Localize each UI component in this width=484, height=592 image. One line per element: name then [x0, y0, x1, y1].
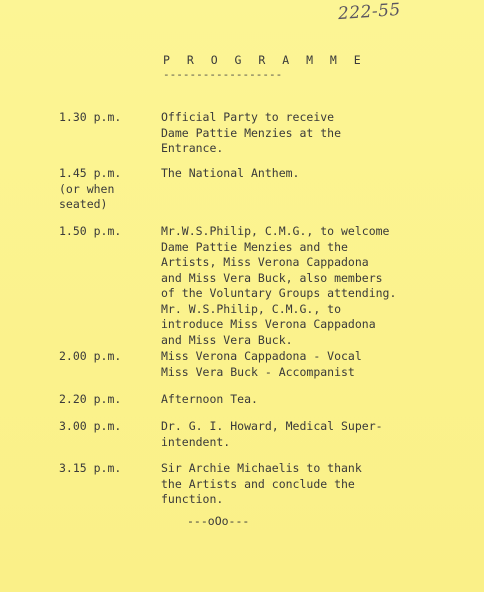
entry-time: 2.20 p.m.	[59, 392, 122, 406]
entry-time: 3.00 p.m.	[59, 419, 122, 433]
handwritten-reference-note: 222-55	[337, 0, 402, 25]
entry-time: 3.15 p.m.	[59, 461, 122, 475]
entry-time: 1.45 p.m. (or when seated)	[59, 166, 122, 211]
entry-description: Dr. G. I. Howard, Medical Super- intendent.	[161, 419, 383, 449]
entry-time: 1.30 p.m.	[59, 110, 122, 124]
entry-time: 2.00 p.m.	[59, 349, 122, 363]
entry-description: Sir Archie Michaelis to thank the Artists and conclude the function.	[161, 461, 362, 506]
programme-heading: P R O G R A M M E	[163, 53, 366, 67]
entry-description: The National Anthem.	[161, 166, 300, 180]
heading-underline: ------------------	[163, 68, 283, 81]
closing-ornament: ---oOo---	[187, 514, 250, 528]
entry-time: 1.50 p.m.	[59, 224, 122, 238]
entry-description: Mr.W.S.Philip, C.M.G., to welcome Dame Pattie Menzies and the Artists, Miss Verona Cappadona and Miss Vera Buck, also members of the Voluntary Groups attending. Mr. W.S.Philip, C.M.G., to introduce Miss Verona Cappadona and Miss Vera Buck.	[161, 224, 397, 347]
entry-description: Miss Verona Cappadona - Vocal Miss Vera Buck - Accompanist	[161, 349, 362, 379]
entry-description: Official Party to receive Dame Pattie Menzies at the Entrance.	[161, 110, 342, 155]
entry-description: Afternoon Tea.	[161, 392, 258, 406]
